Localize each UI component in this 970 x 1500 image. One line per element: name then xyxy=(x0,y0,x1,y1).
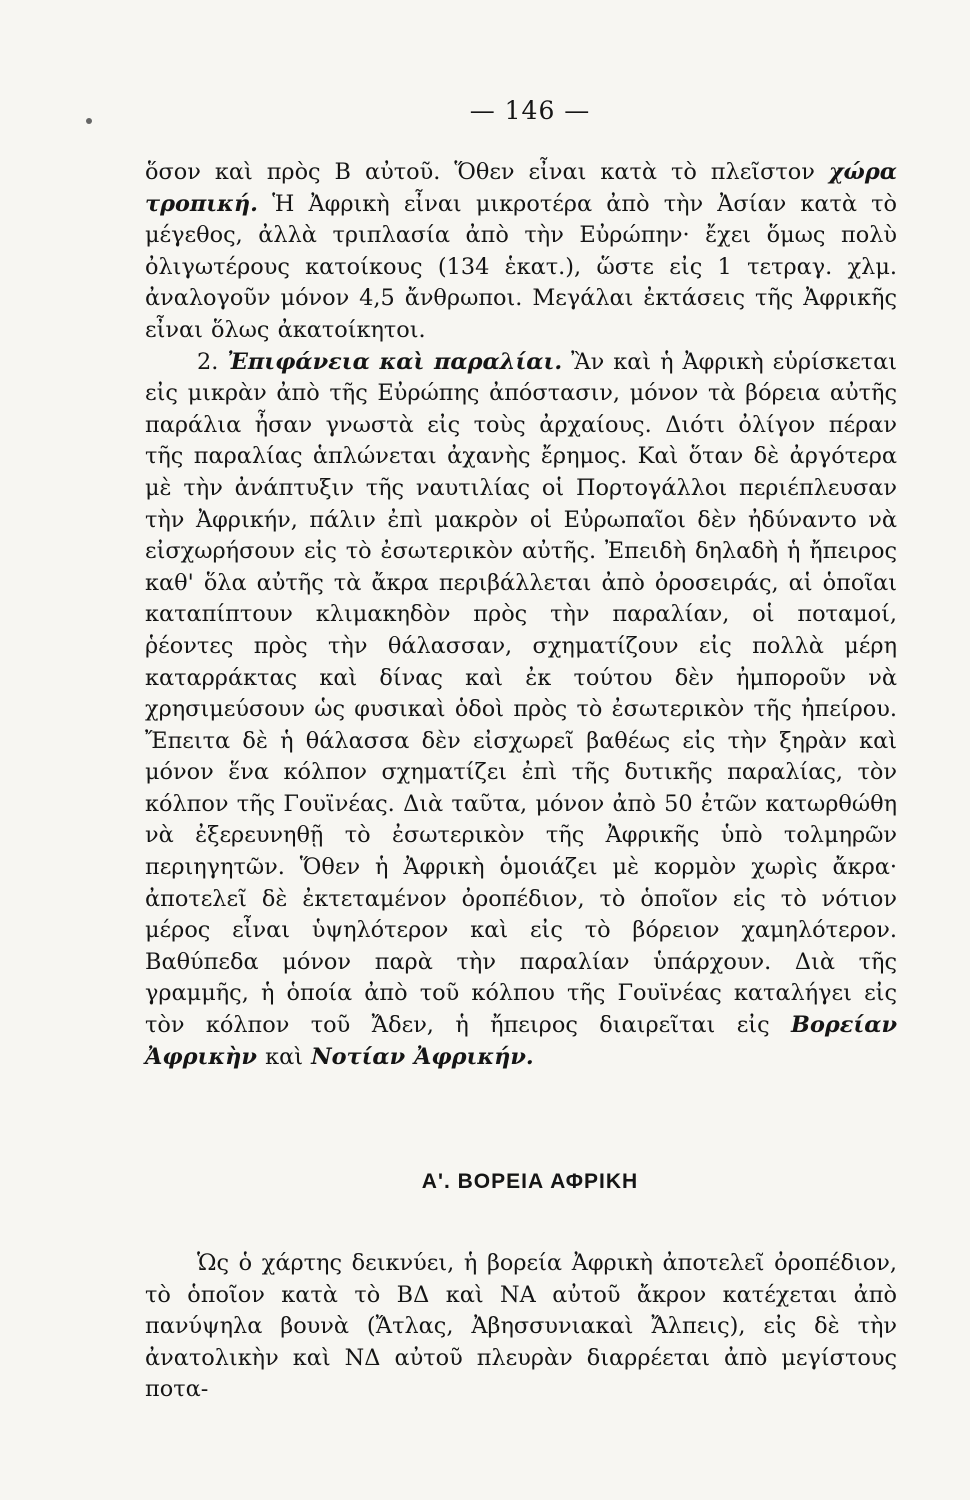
paragraph-text: ὅσον καὶ πρὸς Β αὐτοῦ. Ὅθεν εἶναι κατὰ τὸ πλεῖστον xyxy=(145,159,829,185)
paragraph-text: Ἂν καὶ ἡ Ἀφρικὴ εὑρίσκεται εἰς μικρὰν ἀπὸ τῆς Εὐρώπης ἀπόστασιν, μόνον τὰ βόρεια αὐτῆς παράλια ἦσαν γνωστὰ εἰς τοὺς ἀρχαίους. Διότι ὀλίγον πέραν τῆς παραλίας ἁπλώνεται ἀχανὴς ἔρημος. Καὶ ὅταν δὲ ἀργότερα μὲ τὴν ἀνάπτυξιν τῆς ναυτιλίας οἱ Πορτογάλλοι περιέπλευσαν τὴν Ἀφρικήν, πάλιν ἐπὶ μακρὸν οἱ Εὐρωπαῖοι δὲν ἠδύναντο νὰ εἰσχωρήσουν εἰς τὸ ἐσωτερικὸν αὐτῆς. Ἐπειδὴ δηλαδὴ ἡ ἤπειρος καθ' ὅλα αὐτῆς τὰ ἄκρα περιβάλλεται ἀπὸ ὀροσειράς, αἱ ὁποῖαι καταπίπτουν κλιμακηδὸν πρὸς τὴν παραλίαν, οἱ ποταμοί, ῥέοντες πρὸς τὴν θάλασσαν, σχηματίζουν εἰς πολλὰ μέρη καταρράκτας καὶ δίνας καὶ ἐκ τούτου δὲν ἠμποροῦν νὰ χρησιμεύσουν ὡς φυσικαὶ ὁδοὶ πρὸς τὸ ἐσωτερικὸν τῆς ἠπείρου. Ἔπειτα δὲ ἡ θάλασσα δὲν εἰσχωρεῖ βαθέως εἰς τὴν ξηρὰν καὶ μόνον ἕνα κόλπον σχηματίζει ἐπὶ τῆς δυτικῆς παραλίας, τὸν κόλπον τῆς Γουϊνέας. Διὰ ταῦτα, μόνον ἀπὸ 50 ἐτῶν κατωρθώθη νὰ ἐξερευνηθῇ τὸ ἐσωτερικὸν τῆς Ἀφρικῆς ὑπὸ τολμηρῶν περιηγητῶν. Ὅθεν ἡ Ἀφρικὴ ὁμοιάζει μὲ κορμὸν χωρὶς ἄκρα· ἀποτελεῖ δὲ ἐκτεταμένον ὀροπέδιον, τὸ ὁποῖον εἰς τὸ νότιον μέρος εἶναι ὑψηλότερον καὶ εἰς τὸ βόρειον χαμηλότερον. Βαθύπεδα μόνον παρὰ τὴν παραλίαν ὑπάρχουν. Διὰ τῆς γραμμῆς, ἡ ὁποία ἀπὸ τοῦ κόλπου τῆς Γουϊνέας καταλήγει εἰς τὸν κόλπον τοῦ Ἄδεν, ἡ ἤπειρος διαιρεῖται εἰς xyxy=(145,348,897,1039)
paragraph-text: Ἡ Ἀφρικὴ εἶναι μικροτέρα ἀπὸ τὴν Ἀσίαν κατὰ τὸ μέγεθος, ἀλλὰ τριπλασία ἀπὸ τὴν Εὐρώπην· ἔχει ὅμως πολὺ ὀλιγωτέρους κατοίκους (134 ἑκατ.), ὥστε εἰς 1 τετραγ. χλμ. ἀναλογοῦν μόνον 4,5 ἄνθρωποι. Μεγάλαι ἐκτάσεις τῆς Ἀφρικῆς εἶναι ὅλως ἀκατοίκητοι. xyxy=(145,190,897,343)
main-text xyxy=(145,157,897,1073)
north-africa-text xyxy=(145,1248,897,1406)
page-number: — 146 — xyxy=(469,96,591,125)
emphasis-tropical-land: χώρα τροπική. xyxy=(145,159,897,217)
emphasis-north-africa: Βορείαν Ἀφρικὴν xyxy=(145,1012,897,1070)
subsection-title: Ἐπιφάνεια καὶ παραλίαι. xyxy=(227,348,563,375)
paragraph-north-africa: Ὡς ὁ χάρτης δεικνύει, ἡ βορεία Ἀφρικὴ ἀποτελεῖ ὀροπέδιον, τὸ ὁποῖον κατὰ τὸ ΒΔ καὶ ΝΑ αὐτοῦ ἄκρον κατέχεται ἀπὸ πανύψηλα βουνὰ (Ἄτλας, Ἀβησσυνιακαὶ Ἄλπεις), εἰς δὲ τὴν ἀνατολικὴν καὶ ΝΔ αὐτοῦ πλευρὰν διαρρέεται ἀπὸ μεγίστους ποτα- xyxy=(145,1250,897,1403)
paragraph-population xyxy=(145,157,897,347)
paragraph-text: καὶ xyxy=(256,1043,312,1070)
section-heading: Α'. ΒΟΡΕΙΑ ΑΦΡΙΚΗ xyxy=(421,1170,639,1193)
emphasis-south-africa: Νοτίαν Ἀφρικήν. xyxy=(311,1043,534,1070)
paragraph-surface-coasts xyxy=(145,347,897,1074)
section-number: 2. xyxy=(197,348,228,375)
